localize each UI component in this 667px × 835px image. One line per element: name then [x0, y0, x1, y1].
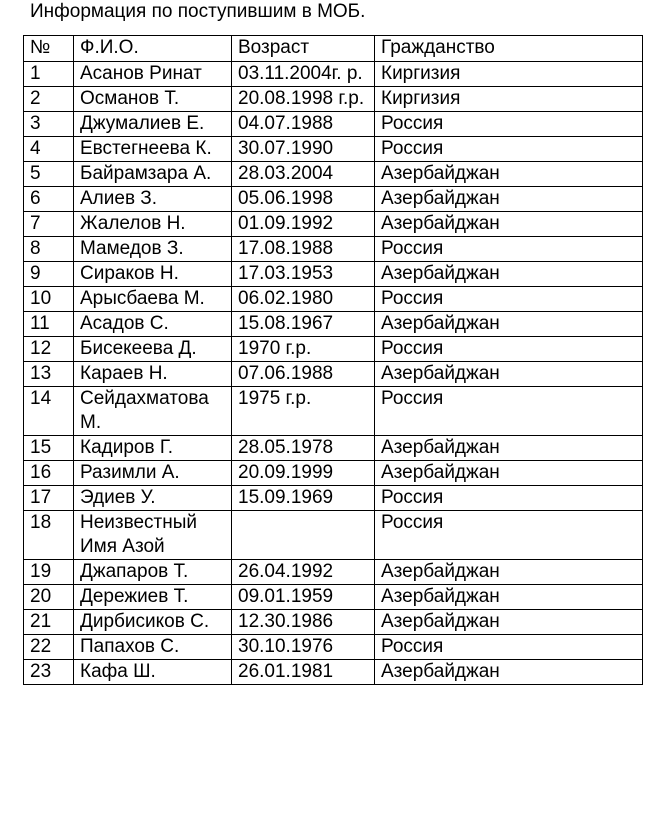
- cell-full-name: Эдиев У.: [74, 486, 232, 511]
- cell-age: 17.08.1988: [232, 237, 375, 262]
- table-row: [24, 62, 643, 87]
- cell-age: 06.02.1980: [232, 287, 375, 312]
- cell-citizenship: Азербайджан: [375, 312, 643, 337]
- cell-citizenship: Россия: [375, 287, 643, 312]
- cell-full-name: Джумалиев Е.: [74, 112, 232, 137]
- cell-full-name: Сейдахматова М.: [74, 387, 232, 436]
- cell-number: 1: [24, 62, 74, 87]
- table-row: [24, 362, 643, 387]
- cell-age: 03.11.2004г. р.: [232, 62, 375, 87]
- cell-citizenship: Киргизия: [375, 87, 643, 112]
- table-row: [24, 312, 643, 337]
- arrivals-table: [23, 35, 643, 685]
- cell-number: 18: [24, 511, 74, 560]
- cell-number: 8: [24, 237, 74, 262]
- cell-age: 20.08.1998 г.р.: [232, 87, 375, 112]
- cell-age: 12.30.1986: [232, 610, 375, 635]
- cell-age: 20.09.1999: [232, 461, 375, 486]
- cell-number: 12: [24, 337, 74, 362]
- cell-number: 9: [24, 262, 74, 287]
- cell-citizenship: Россия: [375, 237, 643, 262]
- cell-age: 1970 г.р.: [232, 337, 375, 362]
- table-row: [24, 87, 643, 112]
- cell-number: 6: [24, 187, 74, 212]
- cell-number: 23: [24, 660, 74, 685]
- table-row: [24, 112, 643, 137]
- cell-number: 3: [24, 112, 74, 137]
- cell-full-name: Кафа Ш.: [74, 660, 232, 685]
- cell-citizenship: Азербайджан: [375, 187, 643, 212]
- cell-number: 5: [24, 162, 74, 187]
- table-row: [24, 560, 643, 585]
- cell-citizenship: Азербайджан: [375, 560, 643, 585]
- table-row: [24, 137, 643, 162]
- cell-age: 28.03.2004: [232, 162, 375, 187]
- cell-citizenship: Азербайджан: [375, 162, 643, 187]
- cell-full-name: Жалелов Н.: [74, 212, 232, 237]
- cell-citizenship: Россия: [375, 112, 643, 137]
- header-number: №: [24, 36, 74, 62]
- cell-citizenship: Россия: [375, 635, 643, 660]
- cell-citizenship: Россия: [375, 387, 643, 436]
- cell-full-name: Асадов С.: [74, 312, 232, 337]
- cell-age: 09.01.1959: [232, 585, 375, 610]
- cell-full-name: Асанов Ринат: [74, 62, 232, 87]
- cell-age: 26.01.1981: [232, 660, 375, 685]
- table-header: [24, 36, 643, 62]
- table-row: [24, 585, 643, 610]
- document-title: Информация по поступившим в МОБ.: [30, 1, 366, 22]
- cell-number: 20: [24, 585, 74, 610]
- cell-full-name: Сираков Н.: [74, 262, 232, 287]
- cell-age: 30.07.1990: [232, 137, 375, 162]
- cell-citizenship: Россия: [375, 511, 643, 560]
- cell-full-name: Османов Т.: [74, 87, 232, 112]
- cell-number: 14: [24, 387, 74, 436]
- cell-number: 16: [24, 461, 74, 486]
- table-row: [24, 436, 643, 461]
- cell-number: 7: [24, 212, 74, 237]
- table-row: [24, 486, 643, 511]
- cell-citizenship: Азербайджан: [375, 461, 643, 486]
- cell-full-name: Джапаров Т.: [74, 560, 232, 585]
- cell-age: 1975 г.р.: [232, 387, 375, 436]
- cell-citizenship: Россия: [375, 337, 643, 362]
- cell-number: 11: [24, 312, 74, 337]
- cell-number: 19: [24, 560, 74, 585]
- cell-full-name: Бисекеева Д.: [74, 337, 232, 362]
- cell-number: 4: [24, 137, 74, 162]
- cell-age: 01.09.1992: [232, 212, 375, 237]
- cell-age: 30.10.1976: [232, 635, 375, 660]
- table-row: [24, 212, 643, 237]
- table-row: [24, 287, 643, 312]
- header-full-name: Ф.И.О.: [74, 36, 232, 62]
- cell-full-name: Разимли А.: [74, 461, 232, 486]
- cell-full-name: Неизвестный Имя Азой: [74, 511, 232, 560]
- cell-number: 22: [24, 635, 74, 660]
- cell-citizenship: Азербайджан: [375, 436, 643, 461]
- cell-full-name: Алиев З.: [74, 187, 232, 212]
- cell-citizenship: Азербайджан: [375, 212, 643, 237]
- table-row: [24, 511, 643, 560]
- cell-full-name: Арысбаева М.: [74, 287, 232, 312]
- cell-full-name: Папахов С.: [74, 635, 232, 660]
- cell-age: 17.03.1953: [232, 262, 375, 287]
- table-row: [24, 337, 643, 362]
- cell-full-name: Дережиев Т.: [74, 585, 232, 610]
- table-row: [24, 262, 643, 287]
- table-row: [24, 162, 643, 187]
- cell-full-name: Дирбисиков С.: [74, 610, 232, 635]
- cell-number: 2: [24, 87, 74, 112]
- table-row: [24, 660, 643, 685]
- cell-full-name: Евстегнеева К.: [74, 137, 232, 162]
- cell-age: 15.09.1969: [232, 486, 375, 511]
- cell-age: 05.06.1998: [232, 187, 375, 212]
- cell-full-name: Караев Н.: [74, 362, 232, 387]
- cell-citizenship: Россия: [375, 486, 643, 511]
- cell-age: 28.05.1978: [232, 436, 375, 461]
- table-row: [24, 461, 643, 486]
- table-row: [24, 387, 643, 436]
- cell-age: 07.06.1988: [232, 362, 375, 387]
- header-row: [24, 36, 643, 62]
- cell-citizenship: Киргизия: [375, 62, 643, 87]
- table-body: [24, 62, 643, 685]
- cell-citizenship: Россия: [375, 137, 643, 162]
- cell-citizenship: Азербайджан: [375, 262, 643, 287]
- cell-number: 17: [24, 486, 74, 511]
- cell-age: 26.04.1992: [232, 560, 375, 585]
- cell-full-name: Мамедов З.: [74, 237, 232, 262]
- cell-number: 15: [24, 436, 74, 461]
- cell-citizenship: Азербайджан: [375, 610, 643, 635]
- cell-citizenship: Азербайджан: [375, 660, 643, 685]
- cell-number: 13: [24, 362, 74, 387]
- cell-full-name: Кадиров Г.: [74, 436, 232, 461]
- table-row: [24, 635, 643, 660]
- header-citizenship: Гражданство: [375, 36, 643, 62]
- cell-number: 21: [24, 610, 74, 635]
- cell-citizenship: Азербайджан: [375, 585, 643, 610]
- cell-citizenship: Азербайджан: [375, 362, 643, 387]
- cell-full-name: Байрамзара А.: [74, 162, 232, 187]
- table-row: [24, 237, 643, 262]
- header-age: Возраст: [232, 36, 375, 62]
- cell-age: 04.07.1988: [232, 112, 375, 137]
- cell-age: 15.08.1967: [232, 312, 375, 337]
- table-row: [24, 610, 643, 635]
- table-row: [24, 187, 643, 212]
- cell-number: 10: [24, 287, 74, 312]
- cell-age: [232, 511, 375, 560]
